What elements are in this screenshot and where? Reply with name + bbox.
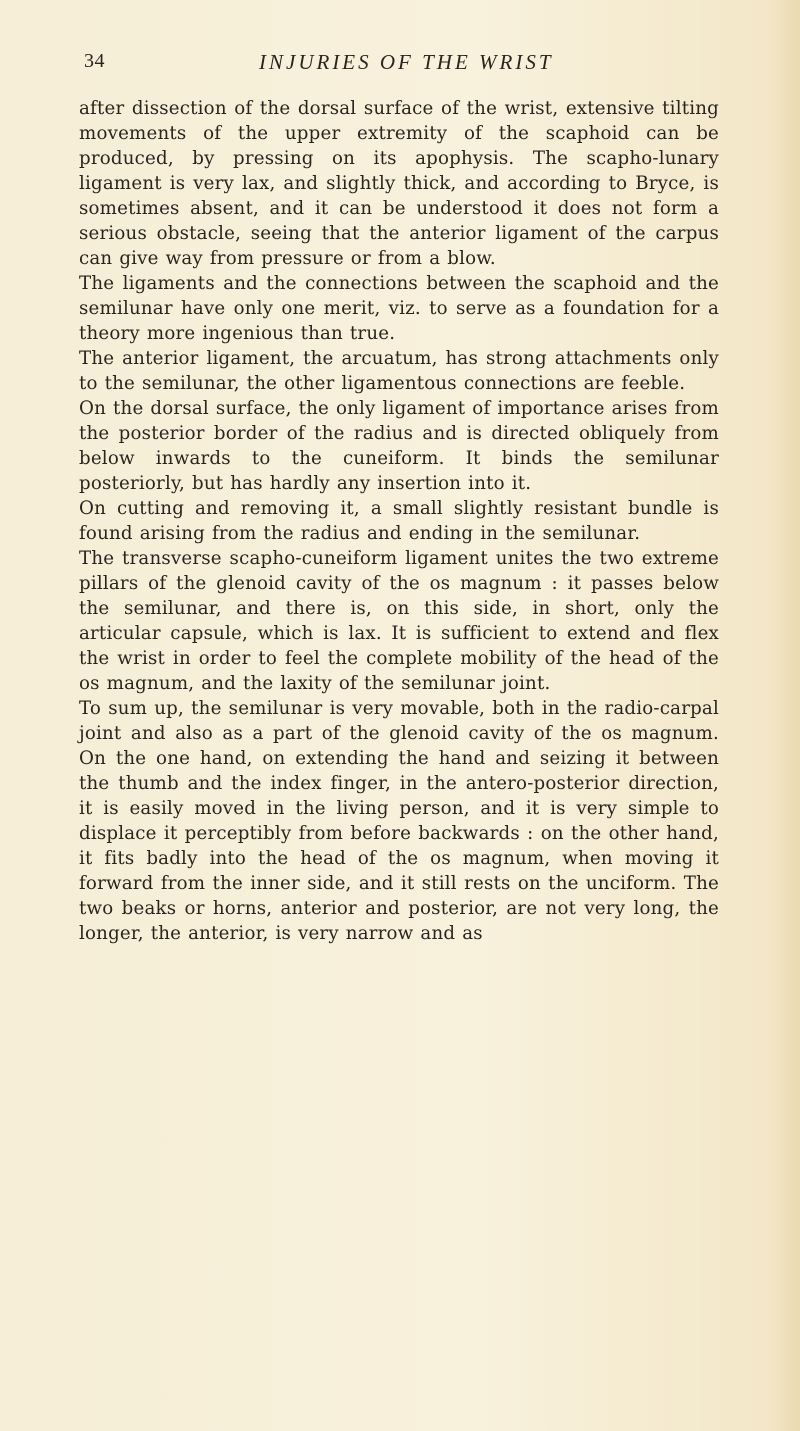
paragraph: The anterior ligament, the arcuatum, has strong attachments only to the semilunar, the other ligamentous connections are feeble.: [79, 348, 719, 394]
running-title: INJURIES OF THE WRIST: [259, 50, 554, 74]
paragraph: The transverse scapho-cuneiform ligament unites the two extreme pillars of the glenoid cavity of the os magnum : it passes below the semilunar, and there is, on this side, in short, only the articular capsule, which is lax. It is sufficient to extend and flex the wrist in order to feel the complete mobility of the head of the os magnum, and the laxity of the semilunar joint.: [79, 548, 719, 694]
body-text: [79, 96, 719, 946]
page-number: 34: [84, 50, 105, 72]
paragraph: On cutting and removing it, a small slightly resistant bundle is found arising from the radius and ending in the semilunar.: [79, 498, 719, 544]
paragraph: The ligaments and the connections between the scaphoid and the semilunar have only one merit, viz. to serve as a foundation for a theory more ingenious than true.: [79, 273, 719, 344]
page-header: [84, 50, 714, 80]
paragraph: On the dorsal surface, the only ligament of importance arises from the posterior border of the radius and is directed obliquely from below inwards to the cuneiform. It binds the semilunar posteriorly, but has hardly any insertion into it.: [79, 398, 719, 494]
paragraph: To sum up, the semilunar is very movable, both in the radio-carpal joint and also as a part of the glenoid cavity of the os magnum. On the one hand, on extending the hand and seizing it between the thumb and the index finger, in the antero-posterior direction, it is easily moved in the living person, and it is very simple to displace it perceptibly from before backwards : on the other hand, it fits badly into the head of the os magnum, when moving it forward from the inner side, and it still rests on the unciform. The two beaks or horns, anterior and posterior, are not very long, the longer, the anterior, is very narrow and as: [79, 698, 719, 944]
paragraph: after dissection of the dorsal surface of the wrist, extensive tilting movements of the upper extremity of the scaphoid can be produced, by pressing on its apophysis. The scapho-lunary ligament is very lax, and slightly thick, and according to Bryce, is sometimes absent, and it can be understood it does not form a serious obstacle, seeing that the anterior ligament of the carpus can give way from pressure or from a blow.: [79, 98, 719, 269]
